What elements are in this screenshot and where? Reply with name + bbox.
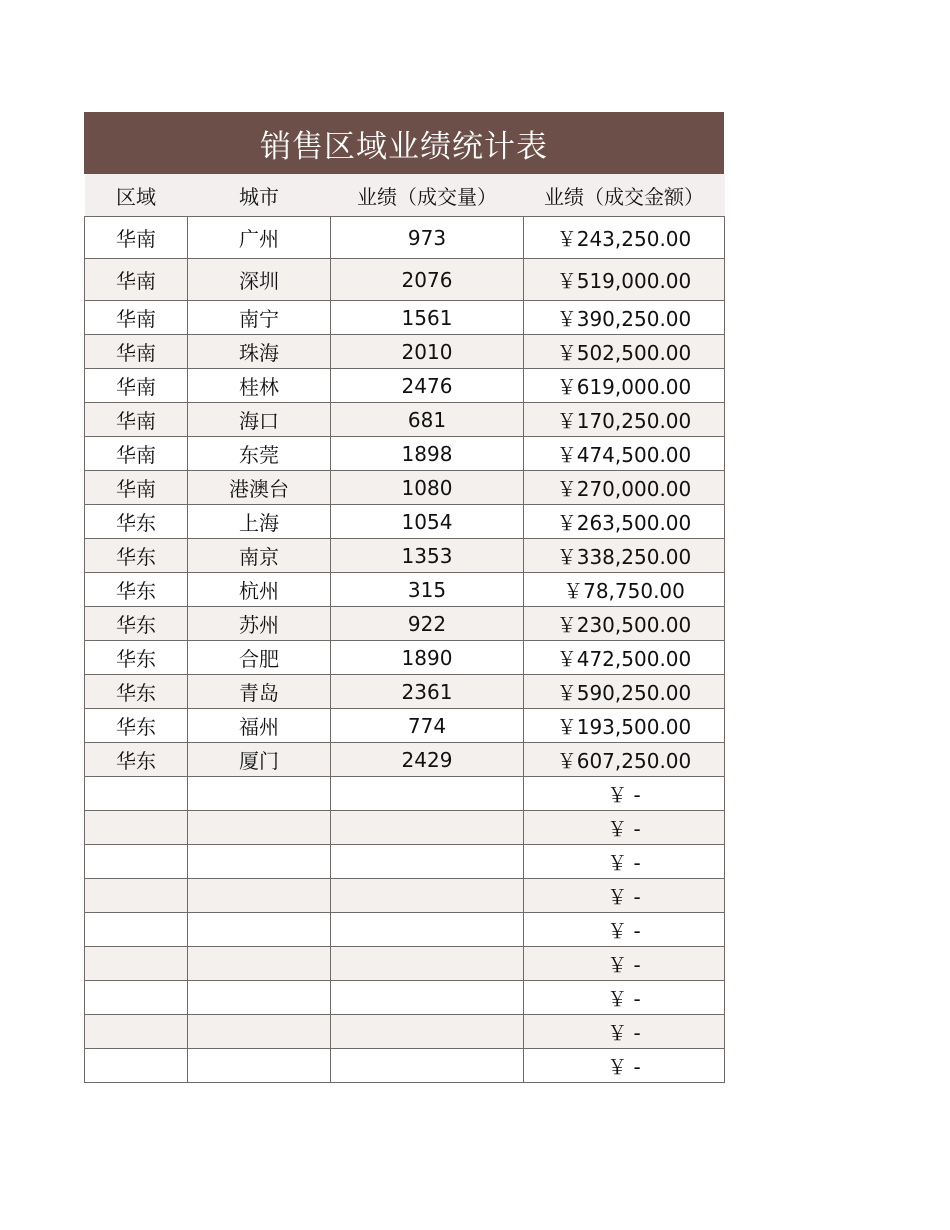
cell-amount[interactable]: ￥472,500.00 bbox=[524, 641, 725, 675]
cell-amount[interactable]: ￥ - bbox=[524, 777, 725, 811]
cell-quantity[interactable]: 1898 bbox=[331, 437, 524, 471]
cell-region[interactable]: 华东 bbox=[85, 743, 188, 777]
header-amount: 业绩（成交金额） bbox=[524, 174, 725, 217]
cell-quantity[interactable]: 2476 bbox=[331, 369, 524, 403]
table-row bbox=[85, 539, 725, 573]
cell-city[interactable] bbox=[188, 1049, 331, 1083]
cell-quantity[interactable]: 1080 bbox=[331, 471, 524, 505]
cell-quantity[interactable]: 2076 bbox=[331, 259, 524, 301]
table-row bbox=[85, 641, 725, 675]
cell-region[interactable] bbox=[85, 1049, 188, 1083]
cell-amount[interactable]: ￥607,250.00 bbox=[524, 743, 725, 777]
cell-region[interactable]: 华南 bbox=[85, 217, 188, 259]
cell-region[interactable]: 华南 bbox=[85, 369, 188, 403]
cell-quantity[interactable]: 1561 bbox=[331, 301, 524, 335]
header-region: 区域 bbox=[85, 174, 188, 217]
cell-city[interactable] bbox=[188, 913, 331, 947]
cell-region[interactable]: 华东 bbox=[85, 505, 188, 539]
cell-city[interactable] bbox=[188, 1015, 331, 1049]
cell-quantity[interactable]: 1353 bbox=[331, 539, 524, 573]
cell-amount[interactable]: ￥619,000.00 bbox=[524, 369, 725, 403]
cell-quantity[interactable] bbox=[331, 845, 524, 879]
cell-region[interactable]: 华南 bbox=[85, 301, 188, 335]
cell-quantity[interactable] bbox=[331, 1049, 524, 1083]
cell-city[interactable]: 苏州 bbox=[188, 607, 331, 641]
cell-region[interactable] bbox=[85, 981, 188, 1015]
cell-city[interactable]: 东莞 bbox=[188, 437, 331, 471]
table-row bbox=[85, 335, 725, 369]
cell-amount[interactable]: ￥519,000.00 bbox=[524, 259, 725, 301]
cell-quantity[interactable]: 973 bbox=[331, 217, 524, 259]
table-row bbox=[85, 369, 725, 403]
cell-region[interactable]: 华南 bbox=[85, 471, 188, 505]
cell-quantity[interactable]: 922 bbox=[331, 607, 524, 641]
cell-region[interactable]: 华东 bbox=[85, 607, 188, 641]
table-row bbox=[85, 607, 725, 641]
cell-amount[interactable]: ￥338,250.00 bbox=[524, 539, 725, 573]
table-row bbox=[85, 217, 725, 259]
cell-city[interactable] bbox=[188, 947, 331, 981]
cell-region[interactable] bbox=[85, 1015, 188, 1049]
table-row bbox=[85, 259, 725, 301]
cell-quantity[interactable]: 2361 bbox=[331, 675, 524, 709]
cell-amount[interactable]: ￥ - bbox=[524, 913, 725, 947]
table-row bbox=[85, 743, 725, 777]
cell-amount[interactable]: ￥193,500.00 bbox=[524, 709, 725, 743]
cell-city[interactable]: 南宁 bbox=[188, 301, 331, 335]
cell-city[interactable] bbox=[188, 845, 331, 879]
cell-region[interactable] bbox=[85, 947, 188, 981]
header-city: 城市 bbox=[188, 174, 331, 217]
cell-region[interactable]: 华东 bbox=[85, 641, 188, 675]
table-row bbox=[85, 777, 725, 811]
cell-amount[interactable]: ￥ - bbox=[524, 879, 725, 913]
table-row bbox=[85, 505, 725, 539]
cell-quantity[interactable]: 681 bbox=[331, 403, 524, 437]
cell-city[interactable]: 桂林 bbox=[188, 369, 331, 403]
cell-city[interactable]: 杭州 bbox=[188, 573, 331, 607]
cell-quantity[interactable] bbox=[331, 913, 524, 947]
cell-quantity[interactable] bbox=[331, 947, 524, 981]
cell-quantity[interactable]: 315 bbox=[331, 573, 524, 607]
cell-city[interactable] bbox=[188, 981, 331, 1015]
cell-region[interactable]: 华南 bbox=[85, 403, 188, 437]
cell-region[interactable]: 华东 bbox=[85, 573, 188, 607]
table-row bbox=[85, 811, 725, 845]
table-row bbox=[85, 981, 725, 1015]
header-row bbox=[85, 174, 725, 217]
cell-amount[interactable]: ￥474,500.00 bbox=[524, 437, 725, 471]
cell-amount[interactable]: ￥ - bbox=[524, 1015, 725, 1049]
table-row bbox=[85, 471, 725, 505]
cell-city[interactable] bbox=[188, 879, 331, 913]
table-row bbox=[85, 675, 725, 709]
cell-quantity[interactable]: 1890 bbox=[331, 641, 524, 675]
table-row bbox=[85, 437, 725, 471]
cell-amount[interactable]: ￥270,000.00 bbox=[524, 471, 725, 505]
cell-amount[interactable]: ￥ - bbox=[524, 1049, 725, 1083]
table-row bbox=[85, 573, 725, 607]
cell-city[interactable]: 广州 bbox=[188, 217, 331, 259]
table-row bbox=[85, 301, 725, 335]
cell-amount[interactable]: ￥78,750.00 bbox=[524, 573, 725, 607]
cell-region[interactable] bbox=[85, 845, 188, 879]
table-row bbox=[85, 709, 725, 743]
table-row bbox=[85, 947, 725, 981]
cell-amount[interactable]: ￥170,250.00 bbox=[524, 403, 725, 437]
table-row bbox=[85, 913, 725, 947]
cell-amount[interactable]: ￥590,250.00 bbox=[524, 675, 725, 709]
cell-quantity[interactable] bbox=[331, 981, 524, 1015]
cell-amount[interactable]: ￥ - bbox=[524, 811, 725, 845]
cell-quantity[interactable]: 2429 bbox=[331, 743, 524, 777]
cell-city[interactable]: 福州 bbox=[188, 709, 331, 743]
sheet-title: 销售区域业绩统计表 bbox=[84, 112, 724, 174]
cell-city[interactable] bbox=[188, 777, 331, 811]
cell-amount[interactable]: ￥ - bbox=[524, 947, 725, 981]
cell-quantity[interactable] bbox=[331, 1015, 524, 1049]
cell-city[interactable]: 港澳台 bbox=[188, 471, 331, 505]
cell-amount[interactable]: ￥243,250.00 bbox=[524, 217, 725, 259]
cell-city[interactable]: 海口 bbox=[188, 403, 331, 437]
cell-city[interactable]: 青岛 bbox=[188, 675, 331, 709]
cell-city[interactable]: 合肥 bbox=[188, 641, 331, 675]
cell-amount[interactable]: ￥ - bbox=[524, 981, 725, 1015]
cell-region[interactable]: 华东 bbox=[85, 539, 188, 573]
table-row bbox=[85, 879, 725, 913]
sales-region-sheet bbox=[84, 112, 724, 1083]
cell-amount[interactable]: ￥ - bbox=[524, 845, 725, 879]
cell-amount[interactable]: ￥390,250.00 bbox=[524, 301, 725, 335]
table-row bbox=[85, 1015, 725, 1049]
cell-region[interactable]: 华东 bbox=[85, 709, 188, 743]
cell-quantity[interactable] bbox=[331, 879, 524, 913]
cell-city[interactable] bbox=[188, 811, 331, 845]
table-row bbox=[85, 845, 725, 879]
cell-city[interactable]: 厦门 bbox=[188, 743, 331, 777]
cell-region[interactable] bbox=[85, 913, 188, 947]
cell-quantity[interactable]: 1054 bbox=[331, 505, 524, 539]
cell-city[interactable]: 上海 bbox=[188, 505, 331, 539]
cell-amount[interactable]: ￥263,500.00 bbox=[524, 505, 725, 539]
cell-region[interactable] bbox=[85, 879, 188, 913]
cell-city[interactable]: 珠海 bbox=[188, 335, 331, 369]
cell-quantity[interactable]: 2010 bbox=[331, 335, 524, 369]
cell-quantity[interactable]: 774 bbox=[331, 709, 524, 743]
cell-quantity[interactable] bbox=[331, 811, 524, 845]
table-row bbox=[85, 1049, 725, 1083]
cell-region[interactable] bbox=[85, 811, 188, 845]
cell-region[interactable]: 华南 bbox=[85, 335, 188, 369]
cell-city[interactable]: 南京 bbox=[188, 539, 331, 573]
cell-region[interactable]: 华东 bbox=[85, 675, 188, 709]
cell-region[interactable]: 华南 bbox=[85, 259, 188, 301]
cell-amount[interactable]: ￥502,500.00 bbox=[524, 335, 725, 369]
cell-amount[interactable]: ￥230,500.00 bbox=[524, 607, 725, 641]
cell-city[interactable]: 深圳 bbox=[188, 259, 331, 301]
table-row bbox=[85, 403, 725, 437]
sales-table bbox=[84, 174, 725, 1083]
cell-quantity[interactable] bbox=[331, 777, 524, 811]
header-quantity: 业绩（成交量） bbox=[331, 174, 524, 217]
cell-region[interactable]: 华南 bbox=[85, 437, 188, 471]
cell-region[interactable] bbox=[85, 777, 188, 811]
